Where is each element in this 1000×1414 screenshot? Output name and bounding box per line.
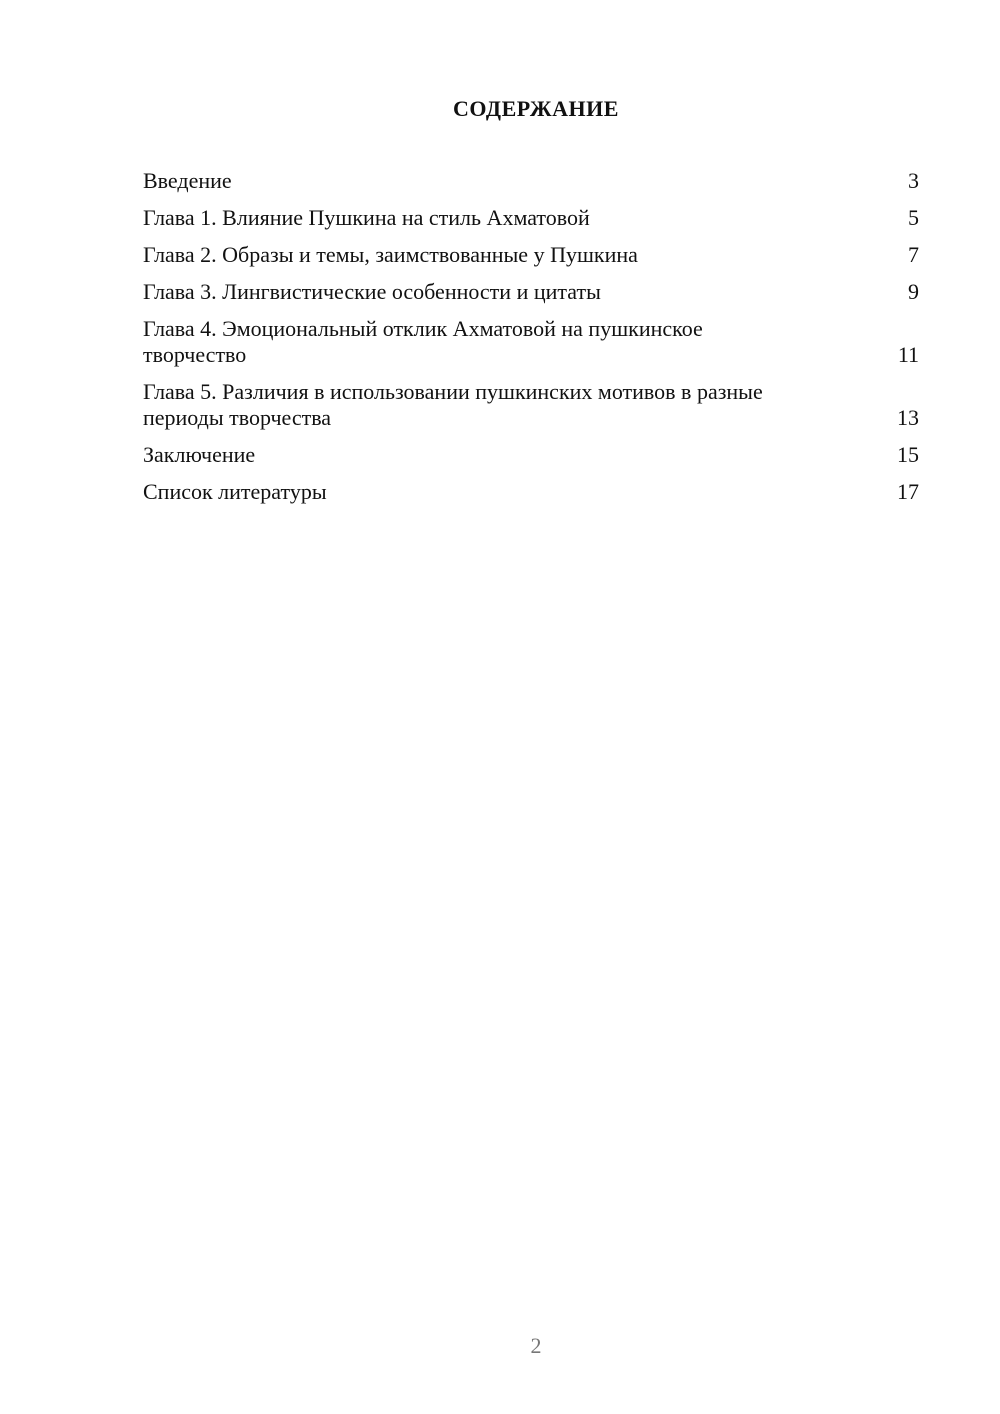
toc-entry [143,279,919,305]
toc-entry-page: 17 [897,479,919,504]
toc-entry-label: Заключение [143,442,256,467]
toc-title: СОДЕРЖАНИЕ [453,96,619,121]
toc-entry [143,442,919,468]
toc-entry-label: Введение [143,168,232,193]
toc-entry-page: 5 [908,205,919,230]
toc-entry [143,242,919,268]
toc-entry-label: Список литературы [143,479,327,504]
toc-entry-page: 3 [908,168,919,193]
toc-entry-page: 15 [897,442,919,467]
toc-entry-label: Глава 5. Различия в использовании пушкинских мотивов в разные периоды творчества [143,379,763,430]
page-number: 2 [530,1333,542,1358]
toc-entry-page: 7 [908,242,919,267]
toc-entry-label: Глава 1. Влияние Пушкина на стиль Ахматовой [143,205,590,230]
toc-entry-label: Глава 4. Эмоциональный отклик Ахматовой на пушкинское творчество [143,316,703,367]
toc-entry [143,168,919,194]
toc-entry [143,316,919,368]
toc-entry-page: 9 [908,279,919,304]
toc-entry-label: Глава 3. Лингвистические особенности и цитаты [143,279,601,304]
toc-entry [143,205,919,231]
toc-entry-page: 13 [897,405,919,430]
table-of-contents [143,168,919,516]
toc-entry [143,479,919,505]
toc-entry [143,379,919,431]
toc-entry-page: 11 [897,342,919,367]
toc-entry-label: Глава 2. Образы и темы, заимствованные у Пушкина [143,242,638,267]
